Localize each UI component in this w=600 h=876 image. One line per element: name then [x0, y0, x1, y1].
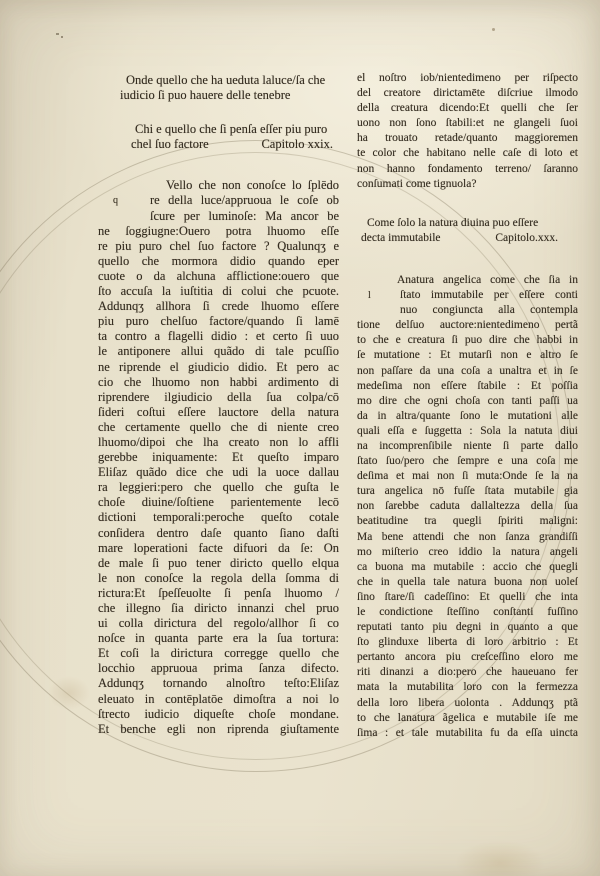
- paper-speck: [492, 28, 495, 31]
- text-line: piu puro chelſuo factore/quando ſi lamē: [98, 314, 339, 329]
- text-line: tura angelica nō fuſſe ſtata mutabile gia: [357, 485, 578, 498]
- text-line: le antiponere allui quãdo di tale pcuſſio: [98, 344, 339, 359]
- text-line: cuote o da alchuna afflictione:ouero que: [98, 268, 339, 283]
- text-line: uono non ſono ſtabili:et ne glangeli ſuoi: [357, 117, 578, 130]
- rubricator-guide-letter: l: [368, 290, 371, 302]
- text-line: Vello che non conoſce lo ſplēdo: [166, 178, 339, 193]
- text-line: cio che lhuomo non habbi ardimento di: [98, 374, 339, 389]
- paper-speck: [61, 36, 63, 38]
- text-line: da in altra/quante ſono le mutationi alle: [357, 409, 578, 422]
- text-line: dictioni temporali:peroche queſto cotale: [98, 510, 339, 525]
- paper-speck: [56, 33, 59, 35]
- text-line: ha trouato retade/quanto maggioremen: [357, 132, 578, 145]
- text-line: riprendere ilgiudicio della ſua colpa/cō: [98, 389, 339, 404]
- text-line: non hanno fondamento terreno/ ſaranno: [357, 162, 578, 175]
- text-line: le condictione ſteſſino conſtanti fuſſino: [357, 606, 578, 618]
- text-line: gerebbe iniquamente: Et queſto imparo: [98, 450, 339, 465]
- text-line: non paſſare da una coſa a unaltra et in ſe: [357, 364, 578, 377]
- chapter-heading-line: [357, 231, 578, 246]
- text-line: eleuato in contēplatōe dimoſtra a noi lo: [98, 691, 339, 706]
- text-line: q re della luce/appruoua le coſe ob: [113, 193, 339, 208]
- text-line: ne ſoggiugne:Ouero potra lhuomo eſſe: [98, 223, 339, 238]
- text-line: choſe diuine/ſoſtiene parientemente lecō: [98, 495, 339, 510]
- text-line: ſideri coſtui eſſere lauctore della natura: [98, 404, 339, 419]
- text-line: ui colla dirictura del regolo/allhor ſi co: [98, 616, 339, 631]
- text-line: ſto accuſa la iuſtitia di colui che pcuote.: [98, 284, 339, 299]
- text-line: el noſtro iob/nientedimeno per riſpecto: [357, 72, 578, 84]
- text-line: del creatore dirictamēte diſcriue ilmodo: [357, 87, 578, 100]
- text-line: te color che habitano nelle caſe di loto et: [357, 147, 578, 160]
- column-gap: [98, 103, 339, 122]
- text-line: beatitudine tra quegli ſpiriti maligni:: [357, 515, 578, 528]
- text-line: de male ſi puo tener diricto quello elqua: [98, 555, 339, 570]
- text-line: mata la mutabilita loro con la fermezza: [357, 681, 578, 694]
- chapter-number: Capitolo.xxx.: [495, 231, 558, 244]
- text-line: pertanto ancora piu creſceſſino eloro me: [357, 651, 578, 664]
- text-line: ſe mutatione : Et mutarſi non e altro ſe: [357, 349, 578, 362]
- text-line: mo miſterio creo iddio la natura angeli: [357, 545, 578, 558]
- text-line: della loro libera uolonta . Addunqʒ ptã: [357, 696, 578, 709]
- text-line: quali eſſa e ſuggetta : Sola la natuta diui: [357, 424, 578, 437]
- text-line: ca buona ma mutabile : accio che quegli: [357, 560, 578, 573]
- text-line: l ſtato immutabile per eſſere conti: [368, 289, 578, 302]
- text-line: ſto glinduxe liberta di loro arbitrio : Et: [357, 636, 578, 649]
- text-line: riti dinanzi a dio:pero che haueuano fer: [357, 666, 578, 679]
- text-line: quello che mormora didio quando eper: [98, 253, 339, 268]
- text-line: ne riprende el giudicio didio. Et pero ac: [98, 359, 339, 374]
- text-line: medeſima non eſſere ſtabile : Et poſſia: [357, 379, 578, 392]
- chapter-heading-line: Chi e quello che ſi penſa eſſer piu puro: [135, 122, 328, 137]
- chapter-heading-line: [98, 137, 339, 152]
- text-line: ſima : et tale mutabilita fu da eſſa uincta: [357, 726, 578, 739]
- text-line: conſumati come tignuola?: [357, 177, 477, 190]
- column-gap: [357, 192, 578, 216]
- text-line: Anatura angelica come che ſia in: [397, 273, 578, 286]
- text-line: ſino ſtare/ſi cadeſſino: Et quelli che inta: [357, 590, 578, 603]
- column-gap: [357, 246, 578, 273]
- text-line: Et coſi la dirictura corregge quello che: [98, 646, 339, 661]
- text-line: che illegno ſia diricto innanzi chel pruo: [98, 601, 339, 615]
- left-text-column: [98, 73, 339, 737]
- text-line: ſcure per luminoſe: Ma ancor be: [150, 208, 339, 223]
- text-line: le non conoſce la regola della ſomma di: [98, 570, 339, 585]
- chapter-number: Capitolo xxix.: [261, 137, 333, 152]
- text-line: mare loperationi facte difuori da ſe: On: [98, 540, 339, 555]
- heading-text: chel ſuo factore: [131, 137, 209, 152]
- text-line: tione delſuo auctore:nientedimeno pertã: [357, 319, 578, 332]
- text-line: che in quella tale natura buona non uoleſ: [357, 575, 578, 588]
- paper-stain: [455, 840, 545, 876]
- text-line: Addunqʒ tornando alnoſtro teſto:Eliſaz: [98, 676, 339, 691]
- text-line: ta contro a flagelli didio : et certo ſi uuo: [98, 329, 339, 344]
- text-line: lhuomo/dipoi che lha creato non lo affli: [98, 434, 339, 449]
- column-gap: [98, 152, 339, 178]
- text-line: nuo congiuncta alla contempla: [400, 304, 578, 317]
- text-line: to che e creatura ſi puo dire che habbi in: [357, 334, 578, 347]
- text-line: Ma bene attendi che non ſanza grandiſſi: [357, 530, 578, 543]
- text-line: na incomprenſibile niente ſi parte dallo: [357, 439, 578, 452]
- right-text-column: [357, 71, 578, 741]
- text-line: non ſarebbe caduta dallaltezza della ſua: [357, 500, 578, 513]
- text-line: Addunqʒ allhora ſi crede lhuomo eſſere: [98, 299, 339, 314]
- chapter-summary-line: iudicio ſi puo hauere delle tenebre: [120, 88, 291, 103]
- text-line: Eliſaz quãdo dice che udi la uoce dallau: [98, 465, 339, 480]
- text-line: che certamente quello che di niente creo: [98, 419, 339, 434]
- text-line: rictura:Et ſpeſſeuolte ſi penſa lhuomo /: [98, 585, 339, 600]
- rubricator-guide-letter: q: [113, 195, 118, 207]
- text-line: locchio appruoua prima ſanza difecto.: [98, 661, 339, 676]
- text-line: reputati tanto piu degni in quanto a que: [357, 621, 578, 634]
- chapter-summary-line: Onde quello che ha ueduta laluce/ſa che: [126, 73, 326, 87]
- text-line: to che lanatura ãgelica e mutabile iſe me: [357, 711, 578, 724]
- text-line: mo dire che ogni choſa con tanti paſſi ua: [357, 394, 578, 407]
- text-line: deſima et mai non ſi muta:Onde ſe la na: [357, 470, 578, 483]
- text-line: re piu puro chel ſuo factore ? Qualunqʒ e: [98, 238, 339, 253]
- text-line: della creatura dicendo:Et quelli che ſer: [357, 102, 578, 115]
- text-line: noſce in quanta parte era la ſua tortura:: [98, 631, 339, 646]
- heading-text: decta immutabile: [361, 231, 441, 244]
- text-line: ſtato ſuo/pero che ſempre e una coſa me: [357, 455, 578, 468]
- text-line: ſtrecto iudicio diqueſte choſe mondane.: [98, 706, 339, 721]
- chapter-heading-line: Come ſolo la natura diuina puo eſſere: [367, 216, 539, 229]
- text-line: Et benche egli non riprenda giuſtamente: [98, 721, 339, 736]
- text-line: ra leggieri:pero che quello che guſta le: [98, 480, 339, 495]
- text-line: conſidera dentro daſe quanto ſiano daſti: [98, 525, 339, 540]
